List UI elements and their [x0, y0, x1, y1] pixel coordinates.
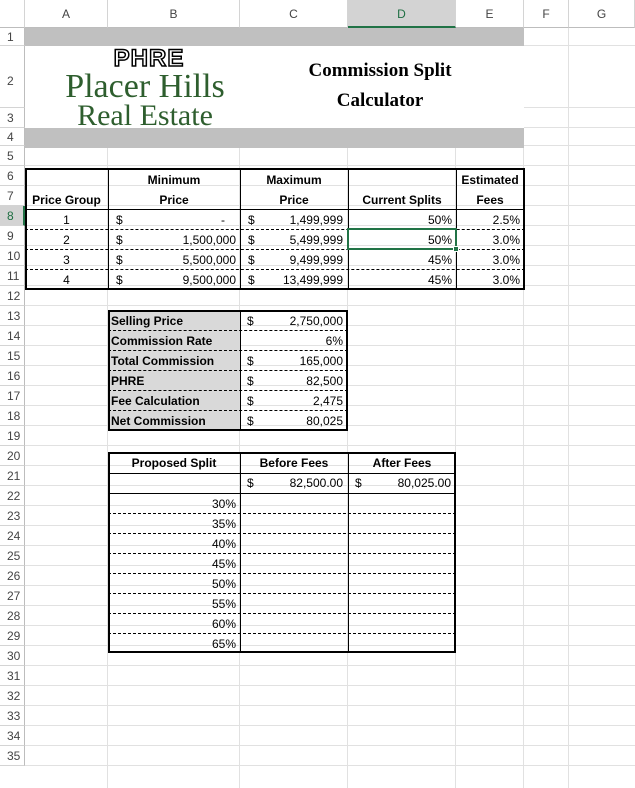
row-header-31[interactable]: 31: [0, 666, 25, 686]
calc-label: Selling Price: [111, 314, 184, 328]
row-header-17[interactable]: 17: [0, 386, 25, 406]
title-line-2: Calculator: [336, 90, 424, 111]
logo-placer-hills: Placer Hills: [65, 68, 225, 105]
split-row-rule: [108, 513, 456, 514]
price-group-cell[interactable]: 4: [63, 273, 70, 287]
row-header-1[interactable]: 1: [0, 28, 25, 46]
calc-row-rule: [108, 370, 348, 371]
calc-value[interactable]: 165,000: [299, 354, 343, 368]
hdr-after-fees: After Fees: [372, 456, 432, 470]
fill-handle[interactable]: [453, 246, 459, 252]
row-header-9[interactable]: 9: [0, 226, 25, 246]
gridline-row: [25, 305, 635, 306]
current-split-cell[interactable]: 50%: [427, 213, 452, 227]
price-group-cell[interactable]: 1: [63, 213, 70, 227]
row-header-6[interactable]: 6: [0, 166, 25, 186]
gridline-row: [25, 705, 635, 706]
row-header-24[interactable]: 24: [0, 526, 25, 546]
split-row-rule: [108, 553, 456, 554]
gridline-row: [25, 445, 635, 446]
active-cell-d8[interactable]: [347, 228, 457, 250]
fees-cell[interactable]: 3.0%: [492, 273, 520, 287]
current-split-cell[interactable]: 50%: [427, 233, 452, 247]
hdr-min-top: Minimum: [147, 173, 201, 187]
row-header-30[interactable]: 30: [0, 646, 25, 666]
select-all-corner[interactable]: [0, 0, 25, 28]
row-header-25[interactable]: 25: [0, 546, 25, 566]
max-price-cell[interactable]: 1,499,999: [289, 213, 343, 227]
proposed-split-cell[interactable]: 50%: [211, 577, 236, 591]
hdr-max-top: Maximum: [266, 173, 322, 187]
split-row-rule: [108, 593, 456, 594]
row-header-7[interactable]: 7: [0, 186, 25, 206]
row-header-35[interactable]: 35: [0, 746, 25, 766]
row-header-22[interactable]: 22: [0, 486, 25, 506]
hdr-fees-bottom: Fees: [476, 193, 504, 207]
max-price-cell[interactable]: 9,499,999: [289, 253, 343, 267]
row-header-10[interactable]: 10: [0, 246, 25, 266]
row-header-19[interactable]: 19: [0, 426, 25, 446]
min-price-currency: $: [116, 213, 123, 227]
row-header-4[interactable]: 4: [0, 128, 25, 146]
hdr-fees-top: Estimated: [461, 173, 519, 187]
proposed-split-cell[interactable]: 40%: [211, 537, 236, 551]
calc-row-rule: [108, 330, 348, 331]
proposed-split-cell[interactable]: 55%: [211, 597, 236, 611]
calc-label: Commission Rate: [111, 334, 213, 348]
gridline-column: [568, 28, 569, 788]
after-fees-value[interactable]: 80,025.00: [397, 476, 451, 490]
calc-currency: $: [247, 394, 254, 408]
price-group-cell[interactable]: 2: [63, 233, 70, 247]
column-header-e[interactable]: E: [456, 0, 524, 28]
column-header-f[interactable]: F: [524, 0, 569, 28]
calc-value[interactable]: 82,500: [306, 374, 343, 388]
min-price-currency: $: [116, 233, 123, 247]
row-header-27[interactable]: 27: [0, 586, 25, 606]
calc-currency: $: [247, 314, 254, 328]
column-header-d[interactable]: D: [348, 0, 456, 28]
hdr-before-fees: Before Fees: [259, 456, 329, 470]
split-row-rule: [108, 533, 456, 534]
column-header-g[interactable]: G: [569, 0, 635, 28]
min-price-cell[interactable]: -: [221, 213, 225, 227]
calc-label: PHRE: [111, 374, 145, 388]
calc-value[interactable]: 2,475: [312, 394, 343, 408]
current-split-cell[interactable]: 45%: [427, 273, 452, 287]
row-header-28[interactable]: 28: [0, 606, 25, 626]
proposed-split-cell[interactable]: 65%: [211, 637, 236, 651]
hdr-proposed-split: Proposed Split: [131, 456, 217, 470]
header-band-top: [25, 28, 524, 46]
row-header-18[interactable]: 18: [0, 406, 25, 426]
row-header-21[interactable]: 21: [0, 466, 25, 486]
row-header-32[interactable]: 32: [0, 686, 25, 706]
calc-row-rule: [108, 410, 348, 411]
calc-value[interactable]: 2,750,000: [289, 314, 343, 328]
min-price-cell[interactable]: 1,500,000: [182, 233, 236, 247]
calc-currency: $: [247, 374, 254, 388]
calc-currency: $: [247, 354, 254, 368]
row-header-16[interactable]: 16: [0, 366, 25, 386]
row-header-11[interactable]: 11: [0, 266, 25, 286]
row-header-13[interactable]: 13: [0, 306, 25, 326]
current-split-cell[interactable]: 45%: [427, 253, 452, 267]
row-header-20[interactable]: 20: [0, 446, 25, 466]
min-price-currency: $: [116, 273, 123, 287]
calc-value[interactable]: 80,025: [306, 414, 343, 428]
column-header-b[interactable]: B: [108, 0, 240, 28]
row-header-2[interactable]: 2: [0, 46, 25, 108]
split-header-rule: [108, 473, 456, 474]
column-header-a[interactable]: A: [25, 0, 108, 28]
after-fees-currency: $: [355, 476, 362, 490]
gridline-row: [25, 745, 635, 746]
max-price-currency: $: [248, 273, 255, 287]
logo-real-estate: Real Estate: [77, 99, 213, 132]
max-price-cell[interactable]: 5,499,999: [289, 233, 343, 247]
hdr-current-splits: Current Splits: [362, 193, 442, 207]
max-price-currency: $: [248, 253, 255, 267]
calc-currency: $: [247, 414, 254, 428]
row-header-3[interactable]: 3: [0, 108, 25, 128]
row-header-8[interactable]: 8: [0, 206, 25, 226]
gridline-row: [25, 165, 635, 166]
gridline-row: [25, 665, 635, 666]
row-header-14[interactable]: 14: [0, 326, 25, 346]
before-fees-currency: $: [247, 476, 254, 490]
logo-phre: PHRE: [113, 45, 185, 72]
calc-label: Total Commission: [111, 354, 215, 368]
price-table-header-rule: [25, 209, 525, 210]
row-header-5[interactable]: 5: [0, 146, 25, 166]
gridline-row: [25, 725, 635, 726]
proposed-split-cell[interactable]: 30%: [211, 497, 236, 511]
calc-label: Fee Calculation: [111, 394, 200, 408]
split-row-rule: [108, 573, 456, 574]
fees-cell[interactable]: 2.5%: [492, 213, 520, 227]
fees-cell[interactable]: 3.0%: [492, 233, 520, 247]
proposed-split-cell[interactable]: 60%: [211, 617, 236, 631]
row-header-23[interactable]: 23: [0, 506, 25, 526]
split-first-row-rule: [108, 493, 456, 494]
min-price-currency: $: [116, 253, 123, 267]
split-row-rule: [108, 633, 456, 634]
split-row-rule: [108, 613, 456, 614]
gridline-row: [25, 765, 635, 766]
min-price-cell[interactable]: 9,500,000: [182, 273, 236, 287]
gridline-row: [25, 685, 635, 686]
proposed-split-cell[interactable]: 45%: [211, 557, 236, 571]
proposed-split-cell[interactable]: 35%: [211, 517, 236, 531]
max-price-currency: $: [248, 233, 255, 247]
min-price-cell[interactable]: 5,500,000: [182, 253, 236, 267]
price-rule-3: [25, 269, 525, 270]
max-price-cell[interactable]: 13,499,999: [282, 273, 343, 287]
calc-row-rule: [108, 350, 348, 351]
price-group-cell[interactable]: 3: [63, 253, 70, 267]
hdr-max-bottom: Price: [279, 193, 309, 207]
calc-row-rule: [108, 390, 348, 391]
row-header-29[interactable]: 29: [0, 626, 25, 646]
calc-label: Net Commission: [111, 414, 206, 428]
before-fees-value[interactable]: 82,500.00: [289, 476, 343, 490]
fees-cell[interactable]: 3.0%: [492, 253, 520, 267]
row-header-33[interactable]: 33: [0, 706, 25, 726]
hdr-price-group: Price Group: [32, 193, 101, 207]
row-header-12[interactable]: 12: [0, 286, 25, 306]
column-header-c[interactable]: C: [240, 0, 348, 28]
row-header-26[interactable]: 26: [0, 566, 25, 586]
hdr-min-bottom: Price: [159, 193, 189, 207]
row-header-15[interactable]: 15: [0, 346, 25, 366]
title-line-1: Commission Split: [308, 60, 452, 81]
max-price-currency: $: [248, 213, 255, 227]
row-header-34[interactable]: 34: [0, 726, 25, 746]
calc-value[interactable]: 6%: [325, 334, 343, 348]
